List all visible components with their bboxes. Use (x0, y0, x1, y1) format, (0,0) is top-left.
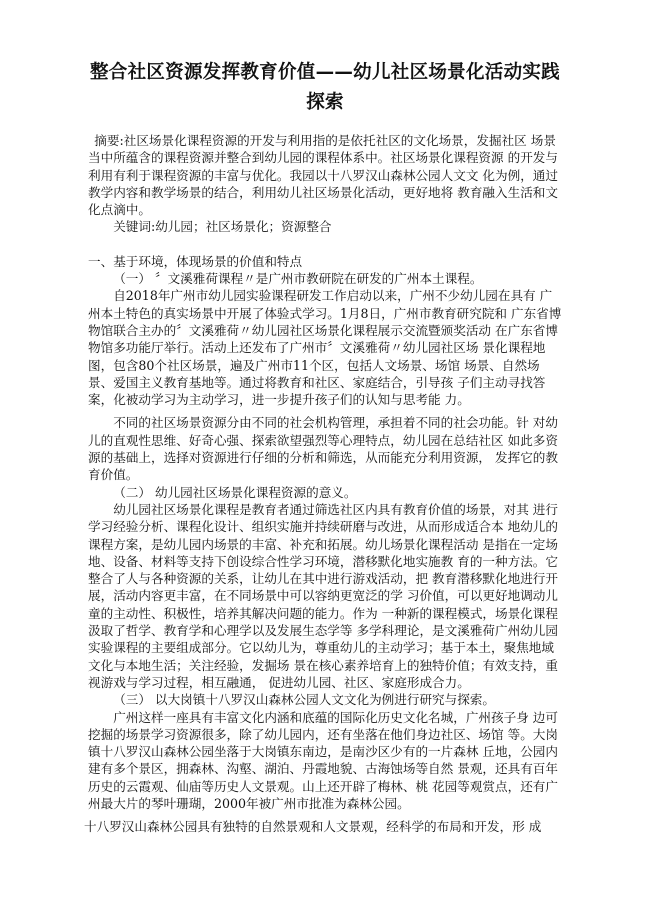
body-paragraph: 广州这样一座具有丰富文化内涵和底蕴的国际化历史文化名城，广州孩子身 边可挖掘的场景学习资源很多，除了幼儿园内，还有坐落在他们身边社区、场馆 等。大岗镇十八罗汉山森林公园坐落于大岗镇东南边，是南沙区少有的一片森林 丘地，公园内建有多个景区，拥森林、沟壑、湖泊、丹霞地貌、古海蚀场等自然 景观，还具有百年历史的云霞观、仙庙等历史人文景观。山上还开辟了梅林、桃 花园等观赏点，还有广州最大片的琴叶珊瑚，2000年被广州市批准为森林公园。 (88, 709, 558, 811)
page-title: 整合社区资源发挥教育价值——幼儿社区场景化活动实践探索 (89, 62, 560, 113)
subsection-heading-2: （二） 幼儿园社区场景化课程资源的意义。 (113, 484, 357, 500)
body-paragraph-tail: 十八罗汉山森林公园具有独特的自然景观和人文景观，经科学的布局和开发，形 成 (84, 819, 542, 835)
section-heading-1: 一、基于环境，体现场景的价值和特点 (88, 253, 303, 269)
body-paragraph: 幼儿园社区场景化课程是教育者通过筛选社区内具有教育价值的场景，对其 进行学习经验分析、课程化设计、组织实施并持续研磨与改进，从而形成适合本 地幼儿的课程方案，是幼儿园内场景的丰富、补充和拓展。幼儿场景化课程活动 是指在一定场地、设备、材料等支持下创设综合性学习环境，潜移默化地实施教 育的一种方法。它整合了人与各种资源的关系，让幼儿在其中进行游戏活动，把 教育潜移默化地进行开展，活动内容更丰富，在不同场景中可以容纳更宽泛的学 习价值，可以更好地调动儿童的主动性、积极性，培养其解决问题的能力。作为 一种新的课程模式，场景化课程汲取了哲学、教育学和心理学以及发展生态学等 多学科理论，是文溪雅荷广州幼儿园实验课程的主要组成部分。它以幼儿为，尊重幼儿的主动学习；基于本土，聚焦地域文化与本地生活；关注经验，发掘场 景在核心素养培育上的独特价值；有效支持，重视游戏与学习过程，相互融通， 促进幼儿园、社区、家庭形成合力。 (88, 501, 558, 690)
body-paragraph: 自2018年广州市幼儿园实验课程研发工作启动以来，广州不少幼儿园在具有 广州本土特色的真实场景中开展了体验式学习。1月8日，广州市教育研究院和 广东省博物馆联合主办的〞文溪雅荷〃幼儿园社区场景化课程展示交流暨颁奖活动 在广东省博物馆多功能厅举行。活动上还发布了广州市〞文溪雅荷〃幼儿园社区场 景化课程地图，包含80个社区场景，遍及广州市11个区，包括人文场景、场馆 场景、自然场景、爱国主义教育基地等。通过将教育和社区、家庭结合，引导孩 子们主动寻找答案，化被动学习为主动学习，进一步提升孩子们的认知与思考能 力。 (88, 288, 562, 408)
subsection-heading-3: （三） 以大岗镇十八罗汉山森林公园人文文化为例进行研究与探索。 (113, 692, 496, 708)
document-body (84, 132, 562, 836)
spacer (88, 236, 562, 253)
abstract-paragraph: 摘要:社区场景化课程资源的开发与利用指的是依托社区的文化场景，发掘社区 场景当中所蕴含的课程资源并整合到幼儿园的课程体系中。社区场景化课程资源 的开发与利用有利于课程资源的丰富与优化。我园以十八罗汉山森林公园人文文 化为例，通过教学内容和教学场景的结合，利用幼儿社区场景化活动，更好地将 教育融入生活和文化点滴中。 (88, 133, 558, 218)
subsection-heading-1: （一） 〞文溪雅荷课程〃是广州市教研院在研发的广州本土课程。 (113, 271, 483, 287)
body-paragraph: 不同的社区场景资源分由不同的社会机构管理，承担着不同的社会功能。针 对幼儿的直观性思维、好奇心强、探索欲望强烈等心理特点，幼儿园在总结社区 如此多资源的基础上，选择对资源进行仔细的分析和筛选，从而能充分利用资源， 发挥它的教育价值。 (88, 415, 558, 483)
keywords-line: 关键词:幼儿园；社区场景化；资源整合 (113, 219, 332, 235)
